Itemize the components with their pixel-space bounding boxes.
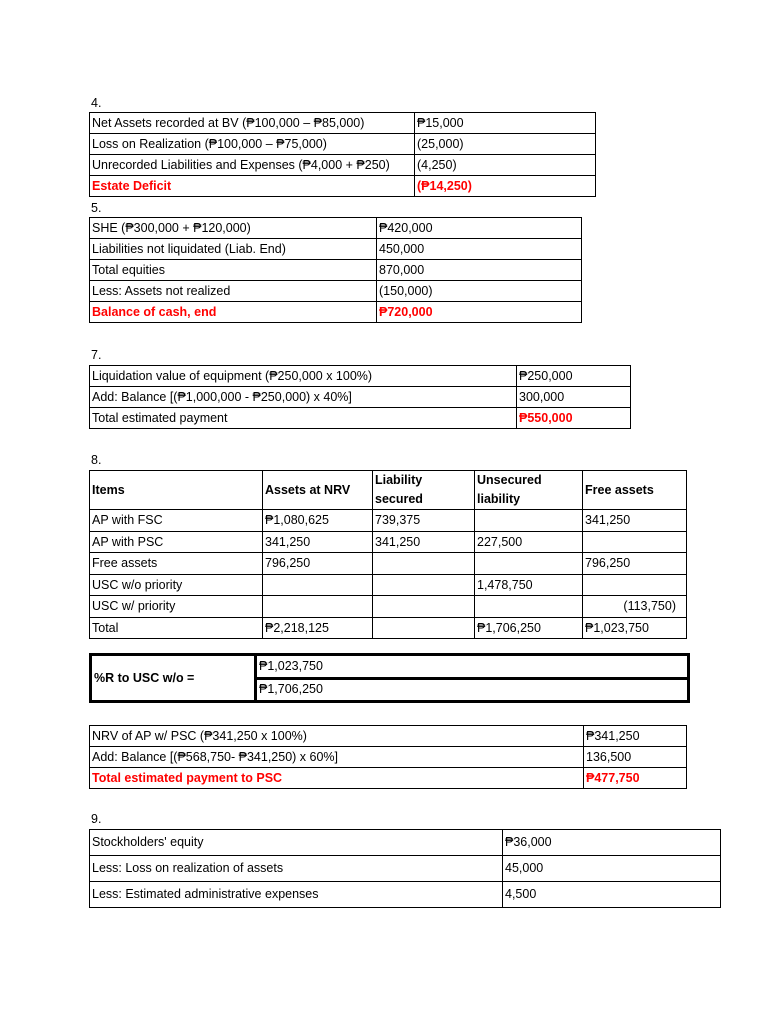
table-row [90,366,631,387]
table-cell: AP with FSC [90,510,263,532]
row-value: 450,000 [377,239,582,260]
column-header: Assets at NRV [263,471,373,510]
row-label: Less: Estimated administrative expenses [90,882,503,908]
table-cell [373,617,475,639]
column-header: Free assets [583,471,687,510]
row-value: ₱420,000 [377,218,582,239]
q8-allocation-table [89,470,687,639]
table-cell [583,574,687,596]
table-cell: USC w/o priority [90,574,263,596]
column-header: Items [90,471,263,510]
question-5-number: 5. [91,201,102,215]
table-row [90,830,721,856]
ratio-label: %R to USC w/o = [91,655,256,702]
table-row [90,260,582,281]
table-row [90,387,631,408]
row-value: 300,000 [517,387,631,408]
table-cell [373,574,475,596]
table-row [90,531,687,553]
table-row [90,747,687,768]
table-row [90,882,721,908]
row-label: Liquidation value of equipment (₱250,000 x 100%) [90,366,517,387]
total-value: (₱14,250) [415,176,596,197]
table-cell: AP with PSC [90,531,263,553]
psc-payment-table [89,725,687,789]
question-8-number: 8. [91,453,102,467]
table-cell: 341,250 [583,510,687,532]
table-row [90,239,582,260]
table-row [90,510,687,532]
row-label: Liabilities not liquidated (Liab. End) [90,239,377,260]
total-row [90,408,631,429]
row-label: Less: Loss on realization of assets [90,856,503,882]
total-label: Total estimated payment to PSC [90,768,584,789]
total-row [90,617,687,639]
row-label: Unrecorded Liabilities and Expenses (₱4,000 + ₱250) [90,155,415,176]
row-value: 45,000 [503,856,721,882]
ratio-denominator: ₱1,706,250 [256,678,689,702]
row-value: 4,500 [503,882,721,908]
table-row [90,726,687,747]
total-value: ₱550,000 [517,408,631,429]
question-7-number: 7. [91,348,102,362]
ratio-numerator: ₱1,023,750 [256,655,689,679]
table-cell: 227,500 [475,531,583,553]
table-cell: ₱1,080,625 [263,510,373,532]
table-cell: 796,250 [583,553,687,575]
row-label: Add: Balance [(₱1,000,000 - ₱250,000) x 40%] [90,387,517,408]
row-value: 870,000 [377,260,582,281]
total-row [90,768,687,789]
table-cell [263,574,373,596]
table-row [90,281,582,302]
table-cell [475,510,583,532]
row-label: Stockholders' equity [90,830,503,856]
row-value: ₱250,000 [517,366,631,387]
row-label: Total equities [90,260,377,281]
total-label: Balance of cash, end [90,302,377,323]
table-row [90,553,687,575]
total-value: ₱477,750 [584,768,687,789]
q4-table [89,112,596,197]
table-cell [373,553,475,575]
row-value: 136,500 [584,747,687,768]
row-label: Add: Balance [(₱568,750- ₱341,250) x 60%] [90,747,584,768]
row-value: ₱36,000 [503,830,721,856]
row-value: ₱341,250 [584,726,687,747]
total-row [90,302,582,323]
table-cell: Free assets [90,553,263,575]
total-label: Total estimated payment [90,408,517,429]
row-label: Less: Assets not realized [90,281,377,302]
table-cell: Total [90,617,263,639]
row-value: (4,250) [415,155,596,176]
table-row [90,574,687,596]
table-cell [263,596,373,618]
table-header-row [90,471,687,510]
table-cell: ₱1,706,250 [475,617,583,639]
row-label: Net Assets recorded at BV (₱100,000 – ₱85,000) [90,113,415,134]
column-header: Unsecured liability [475,471,583,510]
table-cell: 1,478,750 [475,574,583,596]
table-cell [475,596,583,618]
table-cell [475,553,583,575]
table-cell: 341,250 [263,531,373,553]
table-row [90,856,721,882]
row-value: (150,000) [377,281,582,302]
question-9-number: 9. [91,812,102,826]
table-row [90,596,687,618]
total-label: Estate Deficit [90,176,415,197]
table-cell [373,596,475,618]
table-cell: ₱2,218,125 [263,617,373,639]
table-cell: (113,750) [583,596,687,618]
ratio-table [89,653,690,703]
question-4-number: 4. [91,96,102,110]
table-row [90,134,596,155]
q5-table [89,217,582,323]
table-cell: 739,375 [373,510,475,532]
column-header: Liability secured [373,471,475,510]
table-row [90,218,582,239]
row-value: ₱15,000 [415,113,596,134]
row-label: SHE (₱300,000 + ₱120,000) [90,218,377,239]
q7-table [89,365,631,429]
table-cell [583,531,687,553]
q9-table [89,829,721,908]
table-cell: ₱1,023,750 [583,617,687,639]
row-label: Loss on Realization (₱100,000 – ₱75,000) [90,134,415,155]
row-label: NRV of AP w/ PSC (₱341,250 x 100%) [90,726,584,747]
row-value: (25,000) [415,134,596,155]
total-row [90,176,596,197]
table-row [90,155,596,176]
total-value: ₱720,000 [377,302,582,323]
table-cell: 341,250 [373,531,475,553]
table-row [90,113,596,134]
table-cell: 796,250 [263,553,373,575]
table-cell: USC w/ priority [90,596,263,618]
